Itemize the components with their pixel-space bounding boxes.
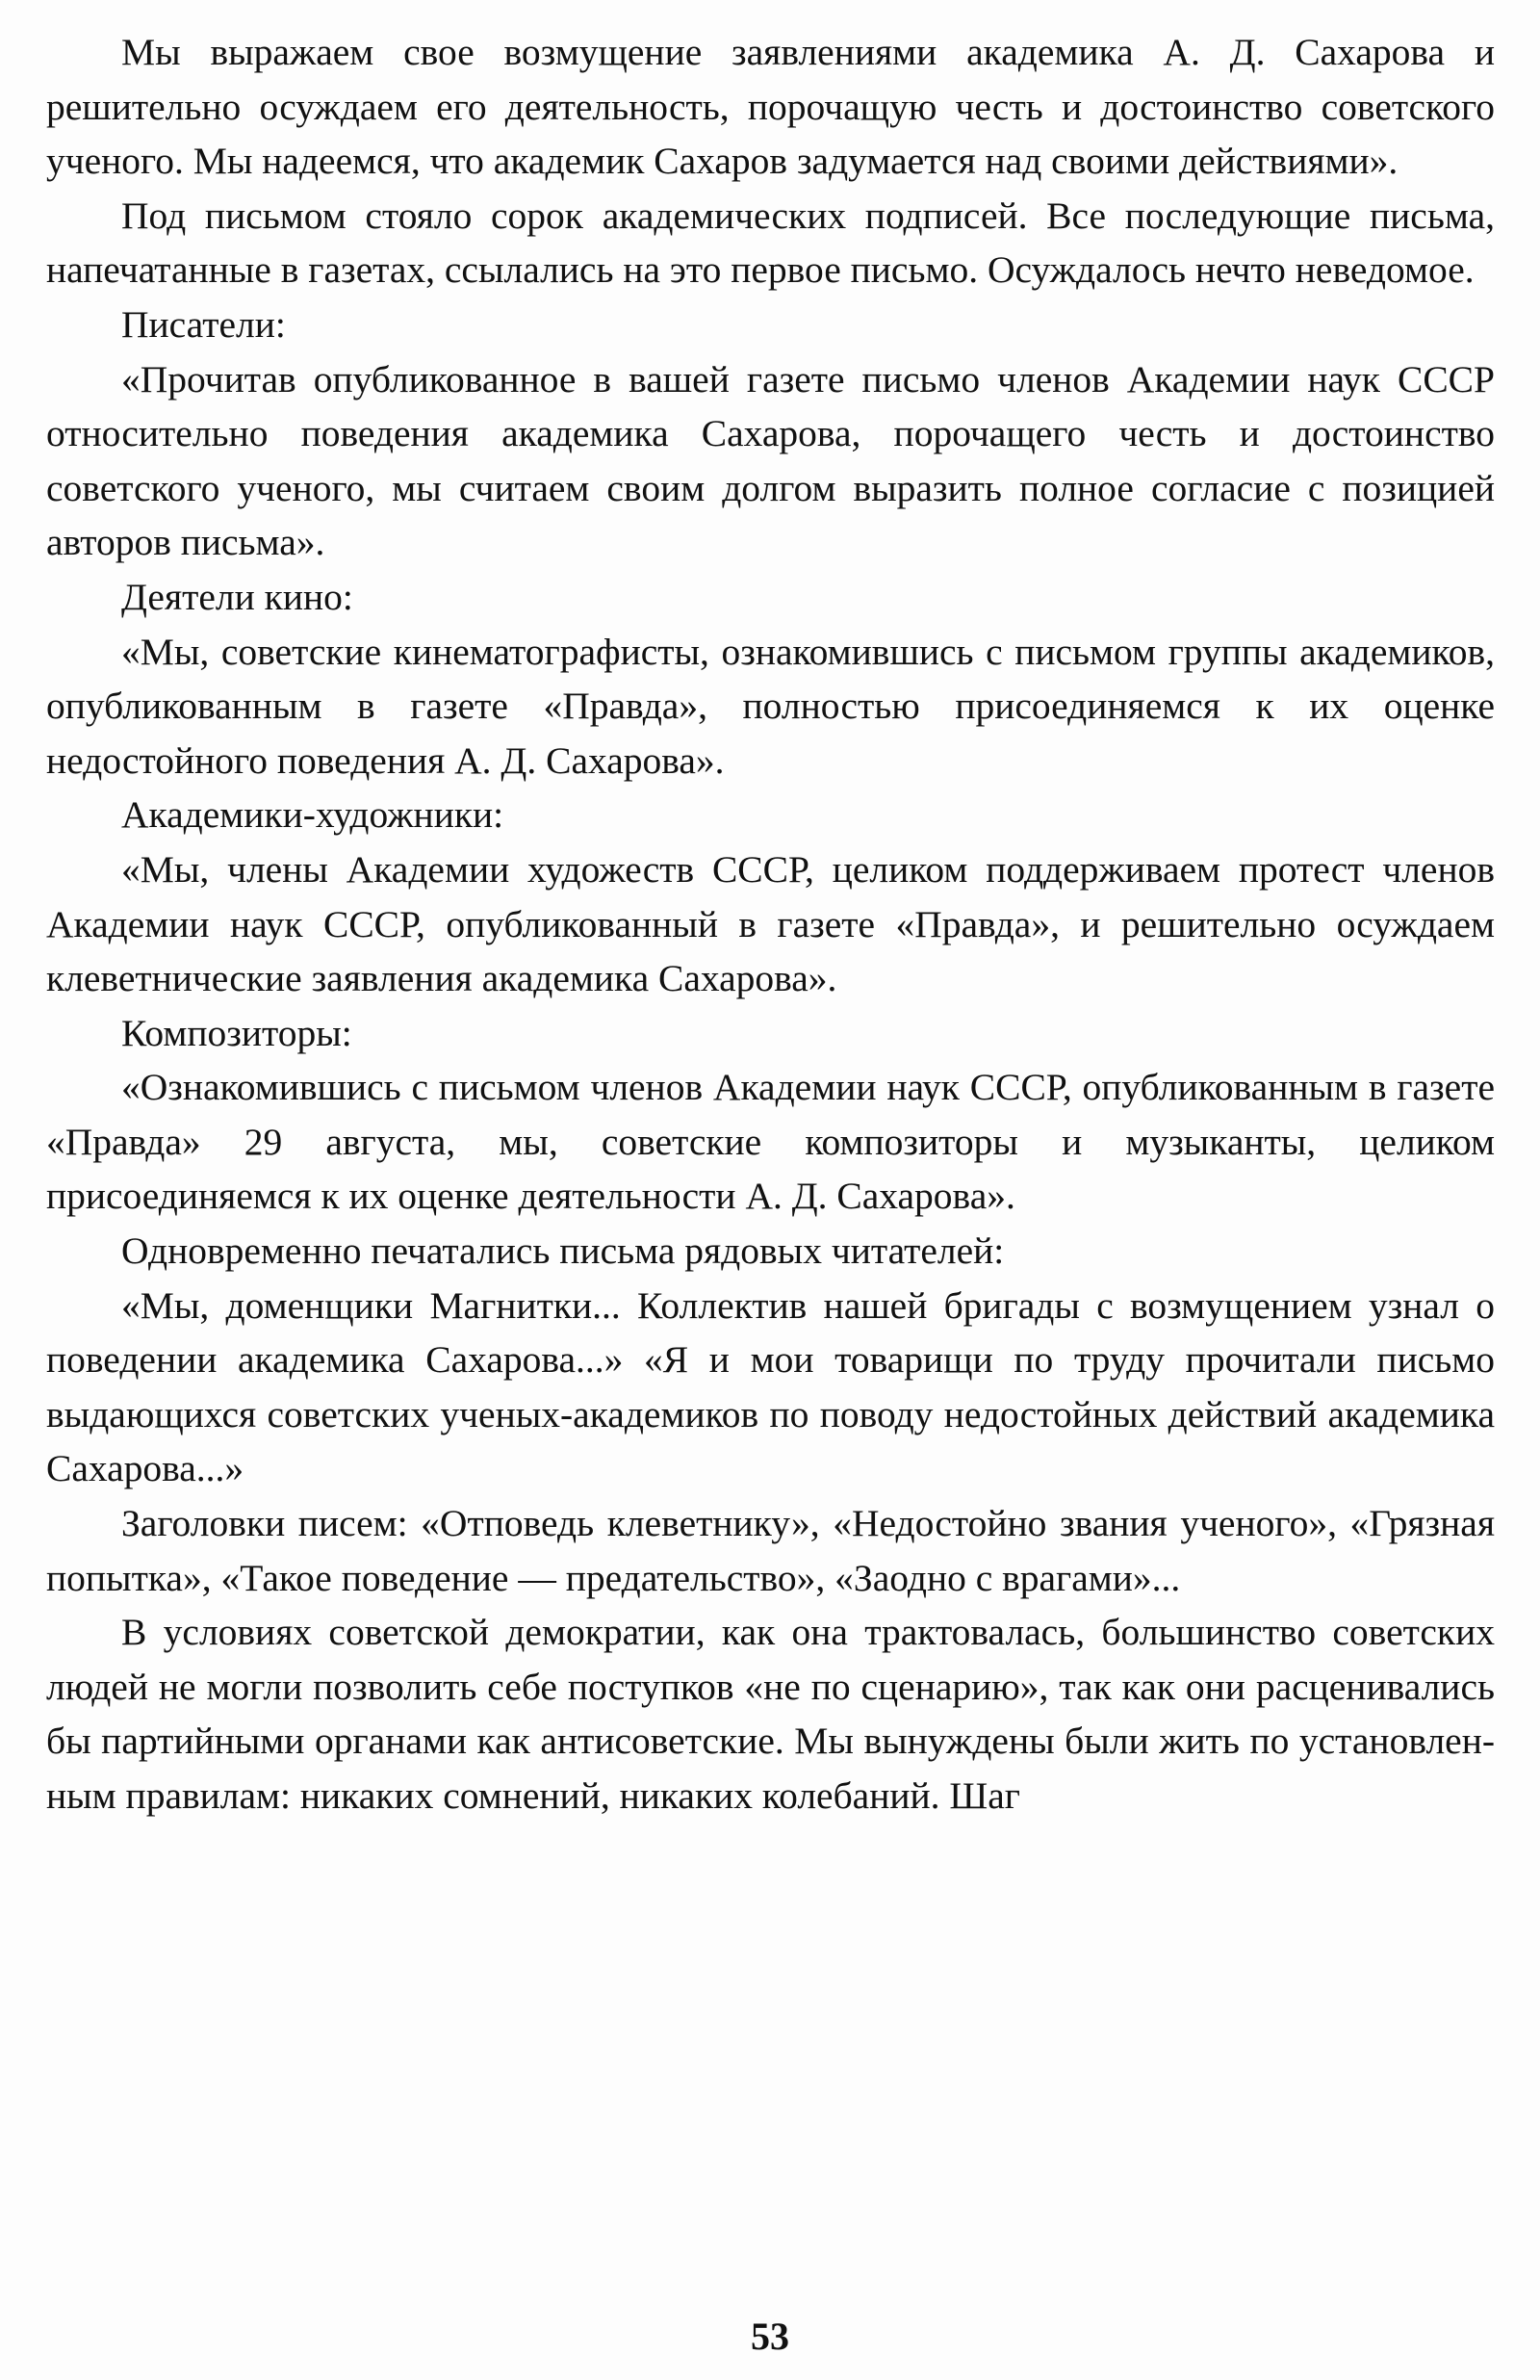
paragraph-forty-signatures: Под письмом стояло сорок академических подписей. Все последующие письма, напечатанные в газетах, ссылались на это первое письмо. Осуждалось нечто неведомое.	[46, 194, 1495, 292]
label-composers: Композиторы:	[121, 1011, 352, 1054]
paragraph-protest-statement: Мы выражаем свое возмущение заявлениями академика А. Д. Сахарова и решительно осуждаем его деятельность, порочащую честь и достоинство советского ученого. Мы надеемся, что академик Сахаров задумается над своими действиями».	[46, 31, 1495, 183]
quote-film-makers: «Мы, советские кинематографисты, ознакомившись с письмом группы академиков, опубликованным в газете «Правда», полностью присоединяемся к их оценке недостойного поведения А. Д. Сахарова».	[46, 630, 1495, 782]
paragraph-letter-headlines: Заголовки писем: «Отповедь клеветнику», «Недостойно звания ученого», «Грязная попытка», «Такое поведение — предательство», «Заодно с врагами»...	[46, 1502, 1495, 1599]
body-text	[46, 25, 1495, 1824]
quote-composers: «Ознакомившись с письмом членов Академии наук СССР, опубликованным в газете «Правда» 29 августа, мы, советские композиторы и музыканты, целиком присоединяемся к их оценке деятельности А. Д. Сахарова».	[46, 1066, 1495, 1218]
label-writers: Писатели:	[121, 302, 286, 346]
label-academician-artists: Академики-художники:	[121, 793, 504, 837]
paragraph-soviet-democracy: В условиях советской демократии, как она трактовалась, большинство советских людей не могли позволить себе поступков «не по сценарию», так как они расценивались бы партийными органами как антисоветские. Мы вынуждены были жить по установленным правилам: никаких сомнений, никаких колебаний. Шаг	[46, 1611, 1495, 1817]
paragraph-ordinary-readers: Одновременно печатались письма рядовых читателей:	[121, 1229, 1005, 1273]
quote-writers: «Прочитав опубликованное в вашей газете письмо членов Академии наук СССР относительно поведения академика Сахарова, порочащего честь и достоинство советского ученого, мы считаем своим долгом выразить полное согласие с позицией авторов письма».	[46, 357, 1495, 564]
page-number: 53	[751, 2315, 789, 2358]
quote-academician-artists: «Мы, члены Академии художеств СССР, целиком поддерживаем протест членов Академии наук СССР, опубликованный в газете «Правда», и решительно осуждаем клеветнические заявления академика Сахарова».	[46, 847, 1495, 1000]
label-film-makers: Деятели кино:	[121, 575, 353, 618]
quote-ordinary-readers: «Мы, доменщики Магнитки... Коллектив нашей бригады с возмущением узнал о поведении академика Сахарова...» «Я и мои товарищи по труду прочитали письмо выдающихся советских ученых-академиков по поводу недостойных действий академика Сахарова...»	[46, 1283, 1495, 1490]
